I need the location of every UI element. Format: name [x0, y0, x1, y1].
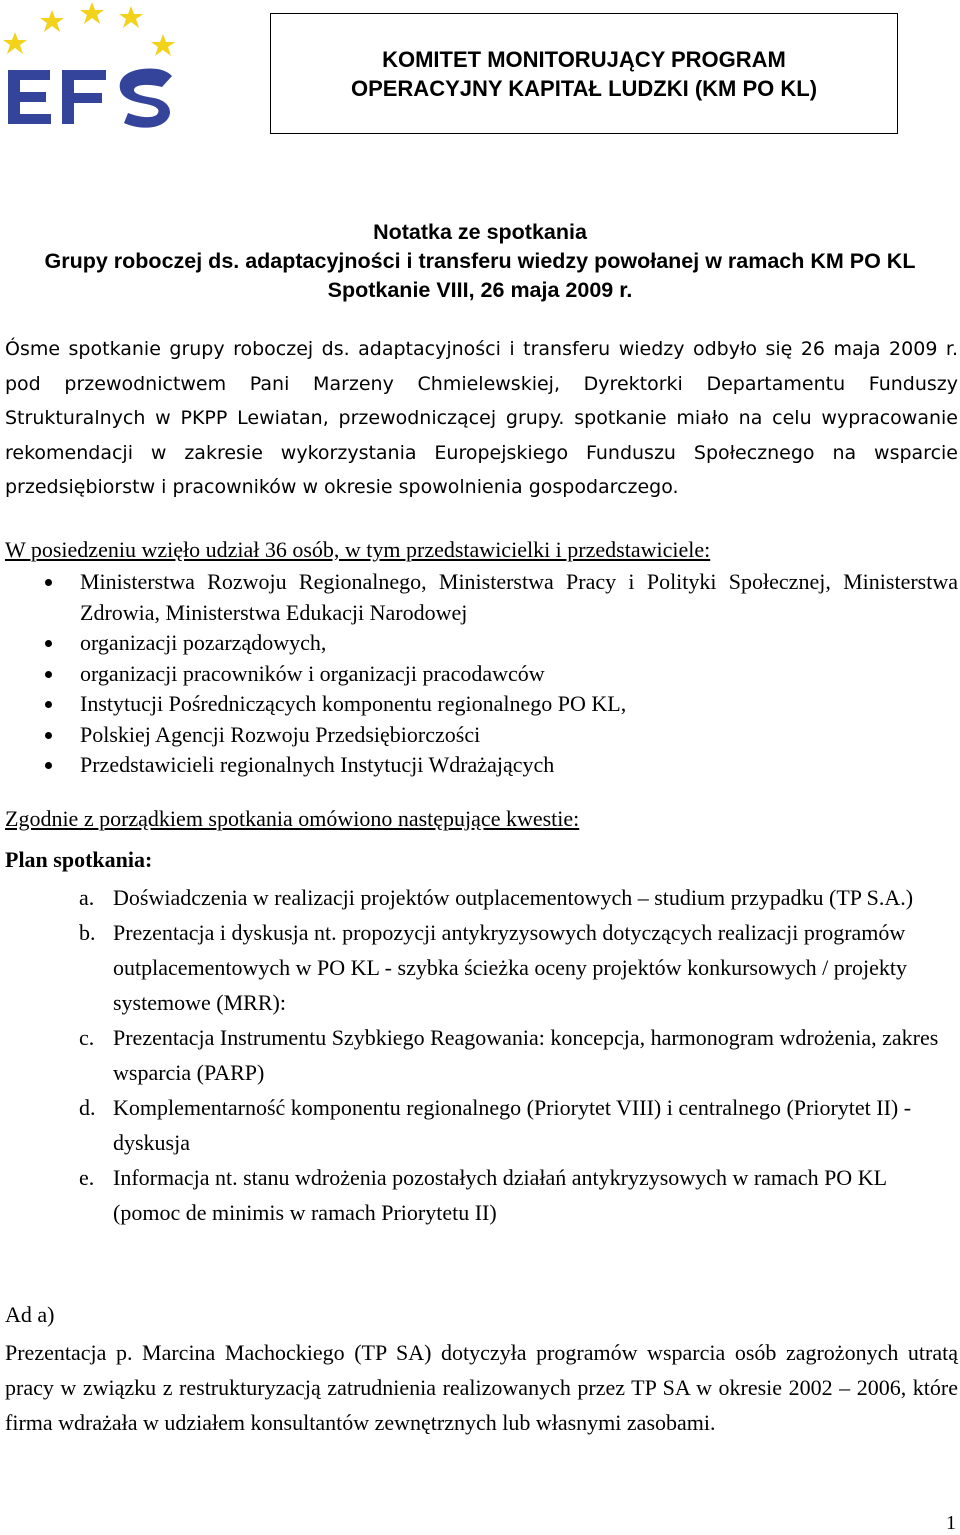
list-item-text: Przedstawicieli regionalnych Instytucji Wdrażających: [80, 752, 555, 777]
participants-list: [5, 567, 958, 781]
plan-list: [0, 880, 940, 1230]
list-item-text: Doświadczenia w realizacji projektów outplacementowych – studium przypadku (TP S.A.): [113, 885, 914, 910]
bullet-icon: [45, 671, 52, 678]
plan-section: [0, 880, 940, 1230]
list-marker: c.: [79, 1025, 95, 1050]
list-item-text: Ministerstwa Rozwoju Regionalnego, Ministerstwa Pracy i Polityki Społecznej, Ministerstwa Zdrowia, Ministerstwa Edukacji Narodowej: [80, 569, 958, 625]
list-marker: d.: [79, 1095, 96, 1120]
list-item-text: Informacja nt. stanu wdrożenia pozostałych działań antykryzysowych w ramach PO KL (pomoc de minimis w ramach Priorytetu II): [113, 1165, 887, 1225]
bullet-icon: [45, 701, 52, 708]
bullet-icon: [45, 762, 52, 769]
bullet-icon: [45, 732, 52, 739]
list-item: [0, 1020, 940, 1090]
list-item-text: organizacji pracowników i organizacji pracodawców: [80, 660, 545, 686]
list-item-text: Polskiej Agencji Rozwoju Przedsiębiorczości: [80, 721, 481, 747]
efs-letters: [8, 69, 172, 128]
list-item-text: Prezentacja i dyskusja nt. propozycji antykryzysowych dotyczących realizacji programów outplacementowych w PO KL - szybka ścieżka oceny projektów konkursowych / projekty systemowe (MRR):: [113, 920, 908, 1015]
list-marker: a.: [79, 885, 95, 910]
list-item: [5, 689, 958, 720]
efs-logo: [0, 0, 180, 140]
note-title: Notatka ze spotkania: [373, 220, 587, 244]
efs-logo-graphic: [0, 0, 180, 140]
section-a-heading: Ad a): [5, 1302, 55, 1327]
page-number: 1: [946, 1512, 956, 1534]
list-item: [5, 659, 958, 690]
list-item: [0, 1090, 940, 1160]
plan-heading: Plan spotkania:: [5, 847, 153, 872]
intro-paragraph: [5, 332, 958, 505]
participants-heading: W posiedzeniu wzięło udział 36 osób, w tym przedstawicielki i przedstawiciele:: [5, 537, 711, 562]
section-a-paragraph: Prezentacja p. Marcina Machockiego (TP SA) dotyczyła programów wsparcia osób zagrożonych utratą pracy w związku z restrukturyzacją zatrudnienia realizowanych przez TP SA w okresie 2002 – 2006, które firma wdrażała w udziałem konsultantów zewnętrznych lub własnymi zasobami.: [5, 1340, 958, 1435]
list-item-text: organizacji pozarządowych,: [80, 630, 327, 655]
bullet-icon: [45, 579, 52, 586]
group-title: Grupy roboczej ds. adaptacyjności i transferu wiedzy powołanej w ramach KM PO KL: [44, 249, 916, 273]
list-item: [5, 567, 958, 628]
header-line-2: OPERACYJNY KAPITAŁ LUDZKI (KM PO KL): [350, 75, 818, 101]
list-marker: e.: [79, 1165, 95, 1190]
intro-text: Ósme spotkanie grupy roboczej ds. adaptacyjności i transferu wiedzy odbyło się 26 maja 2009 r. pod przewodnictwem Pani Marzeny Chmielewskiej, Dyrektorki Departamentu Funduszy Strukturalnych w PKPP Lewiatan, przewodniczącej grupy. spotkanie miało na celu wypracowanie rekomendacji w zakresie wykorzystania Europejskiego Funduszu Społecznego na wsparcie przedsiębiorstw i pracowników w okresie spowolnienia gospodarczego.: [5, 338, 958, 498]
stars-icon: [3, 2, 175, 56]
header-line-1: KOMITET MONITORUJĄCY PROGRAM: [382, 46, 786, 72]
list-item-text: Komplementarność komponentu regionalnego (Priorytet VIII) i centralnego (Priorytet II) - dyskusja: [113, 1095, 912, 1155]
list-marker: b.: [79, 920, 96, 945]
meeting-title: Spotkanie VIII, 26 maja 2009 r.: [327, 278, 633, 302]
list-item: [5, 628, 958, 659]
list-item-text: Prezentacja Instrumentu Szybkiego Reagowania: koncepcja, harmonogram wdrożenia, zakres wsparcia (PARP): [113, 1025, 939, 1085]
list-item: [0, 1160, 940, 1230]
agenda-intro: Zgodnie z porządkiem spotkania omówiono następujące kwestie:: [5, 806, 580, 831]
list-item-text: Instytucji Pośredniczących komponentu regionalnego PO KL,: [80, 691, 627, 716]
list-item: [0, 880, 940, 915]
list-item: [0, 915, 940, 1020]
committee-header-box: [270, 13, 898, 134]
bullet-icon: [45, 640, 52, 647]
participants-section: [5, 533, 958, 781]
list-item: [5, 750, 958, 781]
list-item: [5, 720, 958, 751]
